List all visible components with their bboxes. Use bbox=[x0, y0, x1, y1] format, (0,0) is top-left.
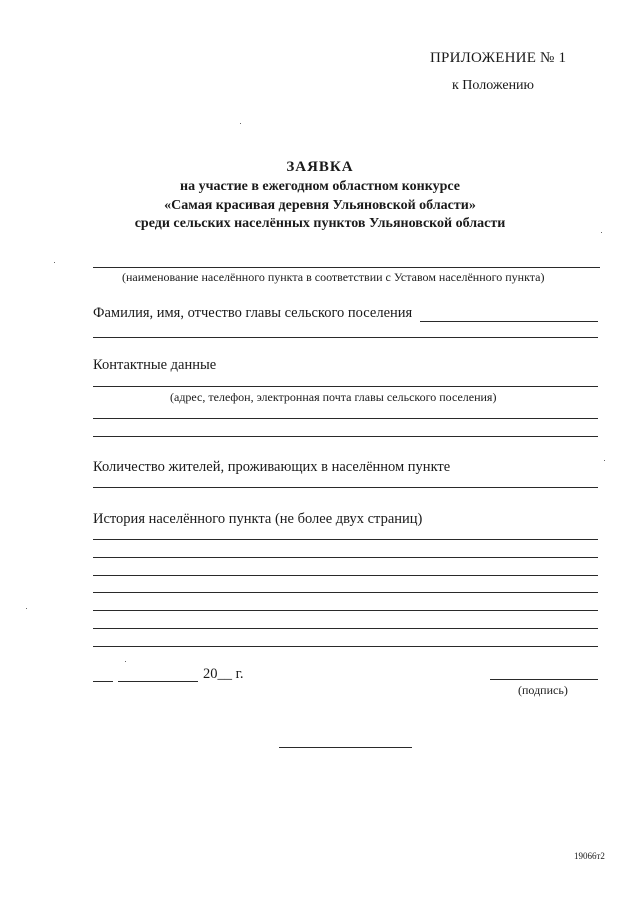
document-title: ЗАЯВКА bbox=[286, 159, 354, 175]
scan-speck bbox=[601, 232, 602, 233]
contacts-line-1[interactable] bbox=[93, 386, 598, 387]
annex-title: ПРИЛОЖЕНИЕ № 1 bbox=[430, 50, 567, 66]
contacts-line-2[interactable] bbox=[93, 418, 598, 419]
history-line-4[interactable] bbox=[93, 592, 598, 593]
contacts-line-3[interactable] bbox=[93, 436, 598, 437]
annex-subtitle: к Положению bbox=[452, 78, 535, 93]
signature-caption: (подпись) bbox=[518, 683, 568, 697]
title-line-3: среди сельских населённых пунктов Ульяновской области bbox=[134, 216, 506, 231]
title-line-2: «Самая красивая деревня Ульяновской области» bbox=[164, 198, 476, 213]
scan-speck bbox=[125, 661, 126, 662]
date-day-line[interactable] bbox=[93, 681, 113, 682]
residents-label: Количество жителей, проживающих в населённом пункте bbox=[93, 459, 451, 475]
settlement-name-line[interactable] bbox=[93, 267, 600, 268]
history-line-1[interactable] bbox=[93, 539, 598, 540]
residents-line[interactable] bbox=[93, 487, 598, 488]
contacts-label: Контактные данные bbox=[93, 357, 217, 373]
history-line-2[interactable] bbox=[93, 557, 598, 558]
scan-speck bbox=[26, 608, 27, 609]
history-line-5[interactable] bbox=[93, 610, 598, 611]
history-label: История населённого пункта (не более двух страниц) bbox=[93, 511, 423, 527]
title-line-1: на участие в ежегодном областном конкурсе bbox=[180, 179, 460, 194]
head-name-line-2[interactable] bbox=[93, 337, 598, 338]
scan-speck bbox=[54, 262, 55, 263]
history-line-6[interactable] bbox=[93, 628, 598, 629]
settlement-name-caption: (наименование населённого пункта в соответствии с Уставом населённого пункта) bbox=[122, 270, 545, 284]
head-name-label: Фамилия, имя, отчество главы сельского поселения bbox=[93, 305, 413, 321]
footer-code: 19066т2 bbox=[574, 851, 605, 861]
scan-speck bbox=[240, 123, 241, 124]
signature-line[interactable] bbox=[490, 679, 598, 680]
scan-speck bbox=[604, 460, 605, 461]
separator-line bbox=[279, 747, 412, 748]
head-name-line-1[interactable] bbox=[420, 321, 598, 322]
date-year-text: 20__ г. bbox=[203, 666, 244, 682]
date-month-line[interactable] bbox=[118, 681, 198, 682]
history-line-7[interactable] bbox=[93, 646, 598, 647]
contacts-caption: (адрес, телефон, электронная почта главы сельского поселения) bbox=[170, 390, 497, 404]
history-line-3[interactable] bbox=[93, 575, 598, 576]
